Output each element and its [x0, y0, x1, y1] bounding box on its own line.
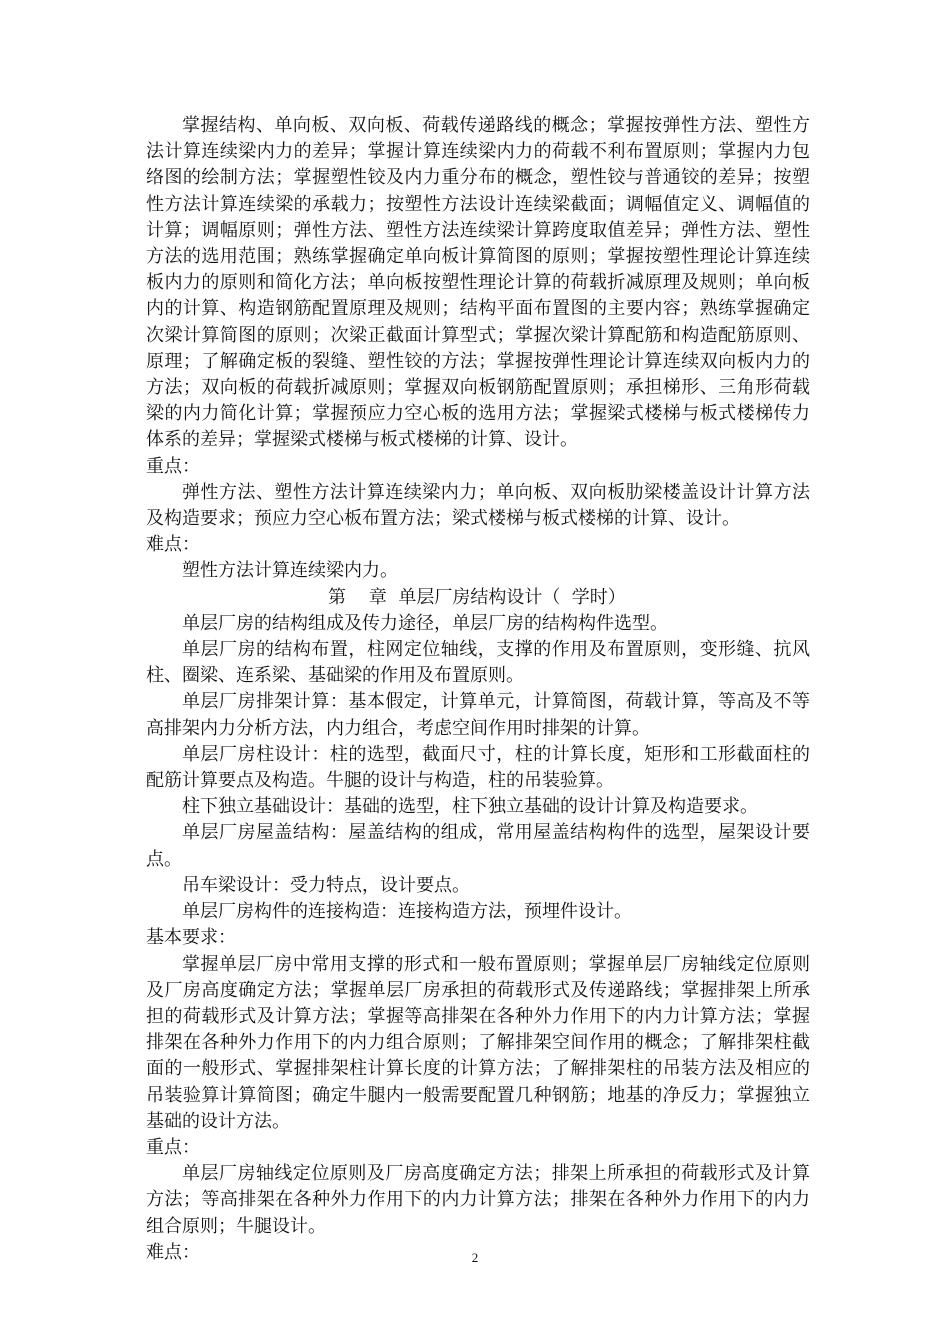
section2-key-paragraph: 单层厂房轴线定位原则及厂房高度确定方法；排架上所承担的荷载形式及计算方法；等高排架在各种外力作用下的内力计算方法；排架在各种外力作用下的内力组合原则；牛腿设计。 — [146, 1163, 810, 1237]
section1-difficulty-paragraph: 塑性方法计算连续梁内力。 — [182, 560, 398, 582]
section1-key-paragraph: 弹性方法、塑性方法计算连续梁内力；单向板、双向板肋梁楼盖设计计算方法及构造要求；预应力空心板布置方法；梁式楼梯与板式楼梯的计算、设计。 — [146, 481, 810, 530]
section2-paragraph: 单层厂房的结构布置，柱网定位轴线，支撑的作用及布置原则，变形缝、抗风柱、圈梁、连系梁、基础梁的作用及布置原则。 — [146, 639, 810, 687]
page-number: 2 — [471, 1250, 479, 1265]
section2-paragraph: 单层厂房排架计算：基本假定，计算单元，计算简图，荷载计算，等高及不等高排架内力分析方法，内力组合，考虑空间作用时排架的计算。 — [146, 691, 810, 739]
section2-paragraph: 单层厂房屋盖结构：屋盖结构的组成，常用屋盖结构构件的选型，屋架设计要点。 — [146, 822, 810, 870]
document-body — [146, 113, 810, 1266]
section1-key-label: 重点： — [146, 455, 200, 477]
section2-paragraph: 单层厂房柱设计：柱的选型，截面尺寸，柱的计算长度，矩形和工形截面柱的配筋计算要点及构造。牛腿的设计与构造，柱的吊装验算。 — [146, 743, 810, 792]
section2-paragraph: 吊车梁设计：受力特点，设计要点。 — [182, 874, 470, 896]
section2-key-label: 重点： — [146, 1136, 200, 1158]
section1-requirements-paragraph: 掌握结构、单向板、双向板、荷载传递路线的概念；掌握按弹性方法、塑性方法计算连续梁内力的差异；掌握计算连续梁内力的荷载不利布置原则；掌握内力包络图的绘制方法；掌握塑性铰及内力重分布的概念，塑性铰与普通铰的差异；按塑性方法计算连续梁的承载力；按塑性方法设计连续梁截面；调幅值定义、调幅值的计算；调幅原则；弹性方法、塑性方法连续梁计算跨度取值差异；弹性方法、塑性方法的选用范围；熟练掌握确定单向板计算简图的原则；掌握按塑性理论计算连续板内力的原则和简化方法；单向板按塑性理论计算的荷载折减原理及规则；单向板内的计算、构造钢筋配置原理及规则；结构平面布置图的主要内容；熟练掌握确定次梁计算简图的原则；次梁正截面计算型式；掌握次梁计算配筋和构造配筋原则、原理；了解确定板的裂缝、塑性铰的方法；掌握按弹性理论计算连续双向板内力的方法；双向板的荷载折减原则；掌握双向板钢筋配置原则；承担梯形、三角形荷载梁的内力简化计算；掌握预应力空心板的选用方法；掌握梁式楼梯与板式楼梯传力体系的差异；掌握梁式楼梯与板式楼梯的计算、设计。 — [146, 115, 810, 451]
section2-difficulty-label: 难点： — [146, 1241, 200, 1263]
section1-difficulty-label: 难点： — [146, 534, 200, 556]
section2-paragraph: 单层厂房的结构组成及传力途径，单层厂房的结构构件选型。 — [182, 612, 668, 634]
section2-basic-label: 基本要求： — [146, 927, 236, 949]
chapter-title: 第 章 单层厂房结构设计（ 学时） — [328, 586, 626, 608]
section2-paragraph: 柱下独立基础设计：基础的选型，柱下独立基础的设计计算及构造要求。 — [182, 796, 758, 818]
section2-basic-paragraph: 掌握单层厂房中常用支撑的形式和一般布置原则；掌握单层厂房轴线定位原则及厂房高度确定方法；掌握单层厂房承担的荷载形式及传递路线；掌握排架上所承担的荷载形式及计算方法；掌握等高排架在各种外力作用下的内力计算方法；掌握排架在各种外力作用下的内力组合原则；了解排架空间作用的概念；了解排架柱截面的一般形式、掌握排架柱计算长度的计算方法；了解排架柱的吊装方法及相应的吊装验算计算简图；确定牛腿内一般需要配置几种钢筋；地基的净反力；掌握独立基础的设计方法。 — [146, 953, 810, 1132]
section2-paragraph: 单层厂房构件的连接构造：连接构造方法，预埋件设计。 — [182, 901, 632, 923]
